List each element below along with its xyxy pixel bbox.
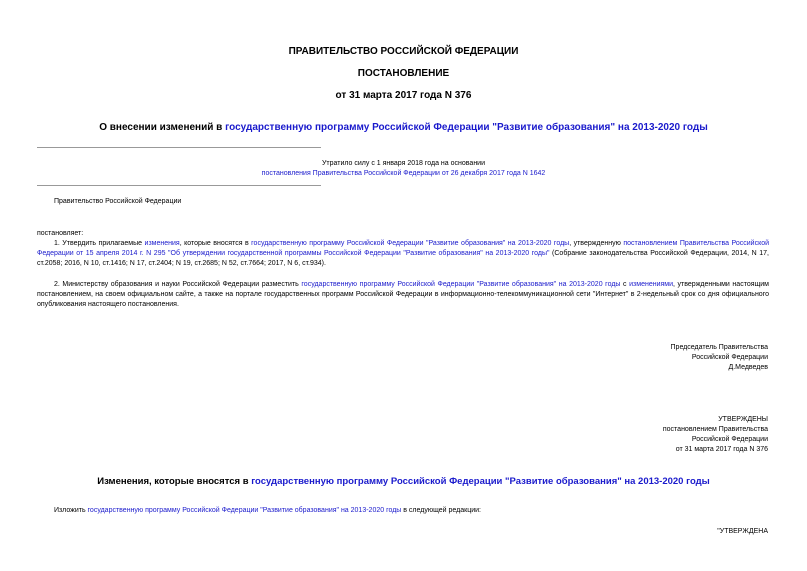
changes-intro-a: Изложить bbox=[54, 507, 88, 514]
signature-country: Российской Федерации bbox=[691, 354, 768, 361]
approval-title: УТВЕРЖДЕНЫ bbox=[718, 416, 768, 423]
document-date: от 31 марта 2017 года N 376 bbox=[335, 90, 472, 101]
title-program-link[interactable]: государственную программу Российской Федерации "Развитие образования" на 2013-2020 годы bbox=[225, 122, 708, 133]
p1-program-link[interactable]: государственную программу Российской Федерации "Развитие образования" на 2013-2020 годы bbox=[251, 240, 570, 247]
approval-date: от 31 марта 2017 года N 376 bbox=[675, 446, 768, 453]
p2-text-a: 2. Министерству образования и науки Российской Федерации разместить bbox=[54, 281, 302, 288]
body-government: Правительство Российской Федерации bbox=[54, 198, 182, 205]
p2-text-c: , утвержденными настоящим постановлением, на своем официальном сайте, а также на портале государственных программ Российской Федерации в информационно-телекоммуникационной сети "Интернет" в 2-недельный срок со дня официального опубликования настоящего постановления. bbox=[37, 281, 769, 308]
p1-text-a: 1. Утвердить прилагаемые bbox=[54, 240, 145, 247]
divider-top bbox=[37, 147, 321, 148]
p1-text-d: (Собрание законодательства Российской Федерации, 2014, N 17, ст.2058; 2016, N 10, ст.1416; N 17, ст.2404; N 19, ст.2685; N 52, ст.7664; 2017, N 6, ст.934). bbox=[37, 250, 769, 267]
p2-program-link[interactable]: государственную программу Российской Федерации "Развитие образования" на 2013-2020 годы bbox=[301, 281, 621, 288]
p1-text-b: , которые вносятся в bbox=[179, 240, 252, 247]
changes-title-prefix: Изменения, которые вносятся в bbox=[97, 476, 252, 487]
document-type: ПОСТАНОВЛЕНИЕ bbox=[357, 68, 450, 79]
p1-changes-link[interactable]: изменения bbox=[144, 240, 180, 247]
body-resolves: постановляет: bbox=[37, 230, 84, 237]
changes-title-link[interactable]: государственную программу Российской Федерации "Развитие образования" на 2013-2020 годы bbox=[251, 476, 710, 487]
approval-block bbox=[663, 415, 768, 455]
status-note bbox=[0, 159, 807, 179]
title-prefix: О внесении изменений в bbox=[99, 122, 226, 133]
changes-intro bbox=[54, 506, 481, 516]
document-title bbox=[0, 122, 807, 133]
approval-country: Российской Федерации bbox=[691, 436, 768, 443]
changes-title bbox=[0, 476, 807, 487]
divider-bottom bbox=[37, 185, 321, 186]
p2-changes-link[interactable]: изменениями bbox=[629, 281, 674, 288]
status-note-text: Утратило силу с 1 января 2018 года на основании bbox=[321, 160, 486, 167]
changes-intro-link[interactable]: государственную программу Российской Федерации "Развитие образования" на 2013-2020 годы bbox=[87, 507, 402, 514]
government-heading: ПРАВИТЕЛЬСТВО РОССИЙСКОЙ ФЕДЕРАЦИИ bbox=[288, 46, 519, 57]
status-note-link[interactable]: постановления Правительства Российской Федерации от 26 декабря 2017 года N 1642 bbox=[261, 170, 546, 177]
signature-name: Д.Медведев bbox=[728, 364, 768, 371]
approval-by: постановлением Правительства bbox=[662, 426, 768, 433]
approved-label: "УТВЕРЖДЕНА bbox=[717, 528, 768, 535]
p1-text-c: , утвержденную bbox=[569, 240, 624, 247]
changes-intro-b: в следующей редакции: bbox=[401, 507, 481, 514]
signature-position: Председатель Правительства bbox=[670, 344, 768, 351]
p2-text-b: с bbox=[620, 281, 630, 288]
signature-block bbox=[671, 343, 768, 373]
paragraph-1 bbox=[37, 239, 769, 269]
p1-resolution-link[interactable]: постановлением Правительства Российской Федерации от 15 апреля 2014 г. N 295 "Об утверждении государственной программы Российской Федерации "Развитие образования" на 2013-2020 годы" bbox=[37, 240, 770, 257]
paragraph-2 bbox=[37, 280, 769, 310]
